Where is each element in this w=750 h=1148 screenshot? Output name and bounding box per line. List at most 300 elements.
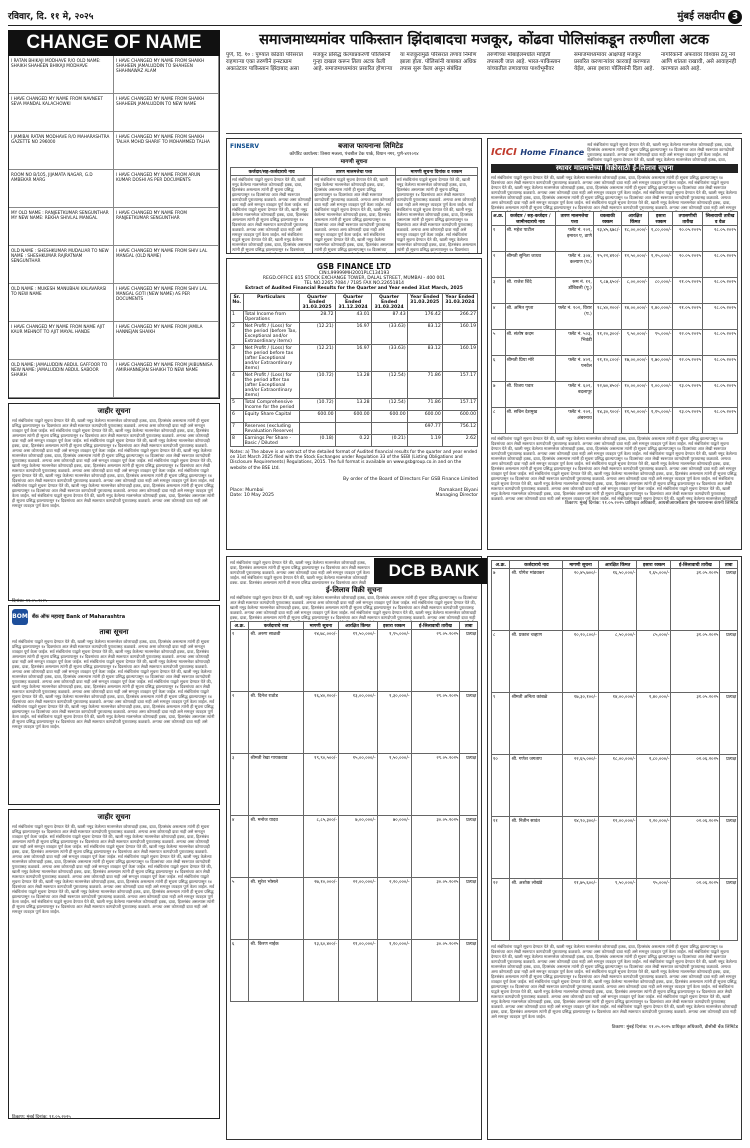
masthead	[8, 6, 742, 26]
dcb-right-cell: १४,००,०००/-	[598, 693, 637, 755]
dcb-left-cell: ३०.०५.२०२५	[411, 940, 460, 1002]
gsb-cell: 3	[231, 345, 244, 372]
icici-cell: १८,००,०००/-	[622, 226, 649, 252]
icici-cell: ८	[492, 408, 506, 434]
dcb-left-cell: श्रीमती रेखा गायकवाड	[249, 754, 303, 816]
public-notice-2-body: सर्व संबंधितांना याद्वारे सूचना देण्यात येते की, खाली नमूद केलेल्या मालमत्तेवर कोणाचाही हक्क, दावा, हितसंबंध असल्यास त्यांनी ही सूचना प्रसिद्ध झाल्यापासून १४ दिवसांच्या आत लेखी स्वरूपात कागदोपत्री पुराव्यासह कळवावे. अन्यथा असा कोणताही दावा नाही असे समजून व्यवहार पूर्ण केला जाईल. सर्व संबंधितांना याद्वारे सूचना देण्यात येते की, खाली नमूद केलेल्या मालमत्तेवर कोणाचाही हक्क, दावा, हितसंबंध असल्यास त्यांनी ही सूचना प्रसिद्ध झाल्यापासून १४ दिवसांच्या आत लेखी स्वरूपात कागदोपत्री पुराव्यासह कळवावे. अन्यथा असा कोणताही दावा नाही असे समजून व्यवहार पूर्ण केला जाईल. सर्व संबंधितांना याद्वारे सूचना देण्यात येते की, खाली नमूद केलेल्या मालमत्तेवर कोणाचाही हक्क, दावा, हितसंबंध असल्यास त्यांनी ही सूचना प्रसिद्ध झाल्यापासून १४ दिवसांच्या आत लेखी स्वरूपात कागदोपत्री पुराव्यासह कळवावे. अन्यथा असा कोणताही दावा नाही असे समजून व्यवहार पूर्ण केला जाईल. सर्व संबंधितांना याद्वारे सूचना देण्यात येते की, खाली नमूद केलेल्या मालमत्तेवर कोणाचाही हक्क, दावा, हितसंबंध असल्यास त्यांनी ही सूचना प्रसिद्ध झाल्यापासून १४ दिवसांच्या आत लेखी स्वरूपात कागदोपत्री पुराव्यासह कळवावे. अन्यथा असा कोणताही दावा नाही असे समजून व्यवहार पूर्ण केला जाईल. सर्व संबंधितांना याद्वारे सूचना देण्यात येते की, खाली नमूद केलेल्या मालमत्तेवर कोणाचाही हक्क, दावा, हितसंबंध असल्यास त्यांनी ही सूचना प्रसिद्ध झाल्यापासून १४ दिवसांच्या आत लेखी स्वरूपात कागदोपत्री पुराव्यासह कळवावे. अन्यथा असा कोणताही दावा नाही असे समजून व्यवहार पूर्ण केला जाईल. सर्व संबंधितांना याद्वारे सूचना देण्यात येते की, खाली नमूद केलेल्या मालमत्तेवर कोणाचाही हक्क, दावा, हितसंबंध असल्यास त्यांनी ही सूचना प्रसिद्ध झाल्यापासून १४ दिवसांच्या आत लेखी स्वरूपात कागदोपत्री पुराव्यासह कळवावे. अन्यथा असा कोणताही दावा नाही असे समजून व्यवहार पूर्ण केला जाईल. सर्व संबंधितांना याद्वारे सूचना देण्यात येते की, खाली नमूद केलेल्या मालमत्तेवर कोणाचाही हक्क, दावा, हितसंबंध असल्यास त्यांनी ही सूचना प्रसिद्ध झाल्यापासून १४ दिवसांच्या आत लेखी स्वरूपात कागदोपत्री पुराव्यासह कळवावे. अन्यथा असा कोणताही दावा नाही असे समजून व्यवहार पूर्ण केला जाईल. सर्व संबंधितांना याद्वारे सूचना देण्यात येते की, खाली नमूद केलेल्या मालमत्तेवर कोणाचाही हक्क, दावा, हितसंबंध असल्यास त्यांनी ही सूचना प्रसिद्ध झाल्यापासून १४ दिवसांच्या आत लेखी स्वरूपात कागदोपत्री पुराव्यासह कळवावे. अन्यथा असा कोणताही दावा नाही असे समजून व्यवहार पूर्ण केला जाईल.	[12, 824, 215, 914]
gsb-cell: 1.19	[407, 435, 442, 447]
icici-cell: श्री. संतोष कदम	[505, 330, 556, 356]
bajaj-col-0: कर्जदार/सह-कर्जदाराचे नाव	[231, 168, 313, 176]
icici-cell: ८०,०००/-	[649, 278, 673, 304]
gsb-cell: 157.17	[442, 399, 477, 411]
dcb-right-cell: प्रत्यक्ष	[720, 631, 738, 693]
dcb-left-cell: ३०.०५.२०२५	[411, 878, 460, 940]
icici-cell: २०.०५.२०२५	[673, 226, 703, 252]
gsb-cell: 176.42	[407, 311, 442, 323]
gsb-cell: 600.00	[299, 411, 335, 423]
dcb-left-cell: ६	[231, 940, 249, 1002]
gsb-cell: 756.12	[442, 423, 477, 435]
icici-intro: सर्व संबंधितांना याद्वारे सूचना देण्यात येते की, खाली नमूद केलेल्या मालमत्तेवर कोणाचाही हक्क, दावा, हितसंबंध असल्यास त्यांनी ही सूचना प्रसिद्ध झाल्यापासून १४ दिवसांच्या आत लेखी स्वरूपात कागदोपत्री पुराव्यासह कळवावे. अन्यथा असा कोणताही दावा नाही असे समजून व्यवहार पूर्ण केला जाईल. सर्व संबंधितांना याद्वारे सूचना देण्यात येते की, खाली नमूद केलेल्या मालमत्तेवर कोणाचाही हक्क, दावा, हितसंबंध असल्यास त्यांनी ही सूचना प्रसिद्ध झाल्यापासून १४ दिवसांच्या आत लेखी स्वरूपात कागदोपत्री पुराव्यासह कळवावे. अन्यथा असा कोणताही दावा नाही असे समजून व्यवहार पूर्ण केला जाईल. सर्व संबंधितांना याद्वारे सूचना देण्यात येते की, खाली नमूद केलेल्या मालमत्तेवर कोणाचाही हक्क, दावा, हितसंबंध असल्यास त्यांनी ही सूचना प्रसिद्ध झाल्यापासून १४ दिवसांच्या आत लेखी स्वरूपात कागदोपत्री पुराव्यासह कळवावे. अन्यथा असा कोणताही दावा नाही असे समजून व्यवहार पूर्ण केला जाईल. सर्व संबंधितांना याद्वारे सूचना देण्यात येते की, खाली नमूद केलेल्या मालमत्तेवर कोणाचाही हक्क, दावा, हितसंबंध असल्यास त्यांनी ही सूचना प्रसिद्ध झाल्यापासून १४ दिवसांच्या आत लेखी स्वरूपात कागदोपत्री पुराव्यासह कळवावे. अन्यथा असा कोणताही दावा नाही असे समजून	[491, 175, 737, 210]
bom-logo-icon: BOM	[12, 609, 28, 625]
icici-cell: २८.०५.२०२५	[702, 252, 737, 278]
bajaj-subtitle: कॉर्पोरेट कार्यालय: तिसरा मजला, पंचशील टेक पार्क, वियान नगर, पुणे-४११०१४	[289, 152, 419, 157]
gsb-cell: 697.77	[407, 423, 442, 435]
dcb-left-cell: १,९५,०००/-	[377, 630, 411, 692]
public-notice-2-signature: ठिकाण: मुंबई दिनांक: ११.०५.२०२५	[12, 1115, 71, 1120]
dcb-right-cell: ९	[492, 693, 510, 755]
dcb-right-cell: १,४०,०००/-	[637, 693, 671, 755]
dcb-left-cell: १,५०,०००/-	[377, 754, 411, 816]
dcb-right-header: कर्जदाराचे नाव	[510, 561, 563, 569]
gsb-cell: (12.21)	[299, 323, 335, 345]
icici-cell: २३,४५,६७८/-	[593, 226, 621, 252]
dcb-left-row	[231, 692, 478, 754]
gsb-cell: 87.43	[371, 311, 407, 323]
dcb-right-header: ताबा	[720, 561, 738, 569]
icici-cell: ८,००,०००/-	[622, 278, 649, 304]
icici-cell: २८.०५.२०२५	[702, 278, 737, 304]
change-of-name-entry: I HAVE CHANGED MY NAME FROM SHAIKH SHAHEEN JAMALUDDIN TO SHAHEEN SHAHNAWAZ ALAM	[114, 56, 219, 94]
dcb-left-cell: श्री. किरण नाईक	[249, 940, 303, 1002]
gsb-sign-for: By order of the Board of Directors For GSB Finance Limited	[343, 476, 478, 482]
dcb-right-row	[492, 631, 738, 693]
dcb-left-cell: २९.०५.२०२५	[411, 754, 460, 816]
dcb-right-cell: ०२.०६.२०२५	[671, 755, 720, 817]
icici-terms: सर्व संबंधितांना याद्वारे सूचना देण्यात येते की, खाली नमूद केलेल्या मालमत्तेवर कोणाचाही हक्क, दावा, हितसंबंध असल्यास त्यांनी ही सूचना प्रसिद्ध झाल्यापासून १४ दिवसांच्या आत लेखी स्वरूपात कागदोपत्री पुराव्यासह कळवावे. अन्यथा असा कोणताही दावा नाही असे समजून व्यवहार पूर्ण केला जाईल. सर्व संबंधितांना याद्वारे सूचना देण्यात येते की, खाली नमूद केलेल्या मालमत्तेवर कोणाचाही हक्क, दावा, हितसंबंध असल्यास त्यांनी ही सूचना प्रसिद्ध झाल्यापासून १४ दिवसांच्या आत लेखी स्वरूपात कागदोपत्री पुराव्यासह कळवावे. अन्यथा असा कोणताही दावा नाही असे समजून व्यवहार पूर्ण केला जाईल. सर्व संबंधितांना याद्वारे सूचना देण्यात येते की, खाली नमूद केलेल्या मालमत्तेवर कोणाचाही हक्क, दावा, हितसंबंध असल्यास त्यांनी ही सूचना प्रसिद्ध झाल्यापासून १४ दिवसांच्या आत लेखी स्वरूपात कागदोपत्री पुराव्यासह कळवावे. अन्यथा असा कोणताही दावा नाही असे समजून व्यवहार पूर्ण केला जाईल. सर्व संबंधितांना याद्वारे सूचना देण्यात येते की, खाली नमूद केलेल्या मालमत्तेवर कोणाचाही हक्क, दावा, हितसंबंध असल्यास त्यांनी ही सूचना प्रसिद्ध झाल्यापासून १४ दिवसांच्या आत लेखी स्वरूपात कागदोपत्री पुराव्यासह कळवावे. अन्यथा असा कोणताही दावा नाही असे समजून व्यवहार पूर्ण केला जाईल. सर्व संबंधितांना याद्वारे सूचना देण्यात येते की, खाली नमूद केलेल्या मालमत्तेवर कोणाचाही हक्क, दावा, हितसंबंध असल्यास त्यांनी ही सूचना प्रसिद्ध झाल्यापासून १४ दिवसांच्या आत लेखी स्वरूपात कागदोपत्री पुराव्यासह कळवावे. अन्यथा असा कोणताही दावा नाही असे समजून व्यवहार पूर्ण केला जाईल. सर्व संबंधितांना याद्वारे सूचना देण्यात येते की, खाली नमूद केलेल्या मालमत्तेवर कोणाचाही हक्क, दावा, हितसंबंध असल्यास त्यांनी ही सूचना प्रसिद्ध झाल्यापासून १४ दिवसांच्या आत लेखी स्वरूपात कागदोपत्री पुराव्यासह कळवावे. अन्यथा असा कोणताही दावा नाही असे समजून व्यवहार पूर्ण केला जाईल. सर्व संबंधितांना याद्वारे सूचना देण्यात येते की, खाली नमूद केलेल्या मालमत्तेवर कोणाचाही हक्क, दावा, हितसंबंध असल्यास त्यांनी ही सूचना प्रसिद्ध झाल्यापासून १४ दिवसांच्या आत लेखी स्वरूपात कागदोपत्री पुराव्यासह कळवावे. अन्यथा असा कोणताही दावा नाही असे समजून व्यवहार पूर्ण केला जाईल. सर्व संबंधितांना याद्वारे सूचना देण्यात येते की, खाली नमूद केलेल्या मालमत्तेवर कोणाचाही	[491, 436, 738, 500]
dcb-left-header: मागणी सूचना	[303, 622, 338, 630]
icici-cell: १२,७०,४५०/-	[593, 382, 621, 408]
gsb-cell: Earnings Per Share - Basic / Diluted	[243, 435, 299, 447]
icici-cell: श्रीमती सुनिता जाधव	[505, 252, 556, 278]
headline-story: पुणे, दि. १० : पुण्यात कोंढवा परिसरात राहणाऱ्या एका तरुणीने इन्स्टाग्राम अकाउंटवर पाकिस्तान झिंदाबाद असा मजकूर प्रसिद्ध केल्याप्रकरणी पोलिसांनी गुन्हा दाखल करून तिला अटक केली आहे. समाजमाध्यमांवर प्रसारित होणाऱ्या या मजकुरामुळे परिसरात तणाव निर्माण झाला होता. पोलिसांनी याबाबत अधिक तपास सुरू केला असून संबंधित तरुणीच्या मोबाईलमधील माहिती तपासली जात आहे. भारत-पाकिस्तान यांच्यातील तणावाच्या पार्श्वभूमीवर समाजमाध्यमांवर आक्षेपार्ह मजकूर प्रसारित करणाऱ्यांवर कारवाई करण्यात येईल, असा इशारा पोलिसांनी दिला आहे. नागरिकांनी अफवांवर विश्वास ठेवू नये आणि शांतता राखावी, असे आवाहनही करण्यात आले आहे.	[226, 52, 742, 134]
dcb-left-cell: प्रत्यक्ष	[460, 754, 478, 816]
icici-row	[492, 252, 738, 278]
gsb-cell: (10.72)	[299, 372, 335, 399]
dcb-left-cell: २,२०,०००/-	[377, 878, 411, 940]
icici-cell: १	[492, 226, 506, 252]
icici-row	[492, 408, 738, 434]
dcb-right-cell: श्रीमती अनिता कांबळे	[510, 693, 563, 755]
gsb-cell: 266.27	[442, 311, 477, 323]
dcb-right-cell: ३१.०५.२०२५	[671, 631, 720, 693]
change-of-name-title: CHANGE OF NAME	[8, 30, 220, 56]
bajaj-notice-type: मागणी सूचना	[340, 159, 368, 165]
icici-header: तारण मालमत्तेचा पत्ता	[556, 212, 594, 226]
gsb-cell: (33.63)	[371, 323, 407, 345]
bajaj-cell: सर्व संबंधितांना याद्वारे सूचना देण्यात येते की, खाली नमूद केलेल्या मालमत्तेवर कोणाचाही हक्क, दावा, हितसंबंध असल्यास त्यांनी ही सूचना प्रसिद्ध झाल्यापासून १४ दिवसांच्या आत लेखी स्वरूपात कागदोपत्री पुराव्यासह कळवावे. अन्यथा असा कोणताही दावा नाही असे समजून व्यवहार पूर्ण केला जाईल. सर्व संबंधितांना याद्वारे सूचना देण्यात येते की, खाली नमूद केलेल्या मालमत्तेवर कोणाचाही हक्क, दावा, हितसंबंध असल्यास त्यांनी ही सूचना प्रसिद्ध झाल्यापासून १४ दिवसांच्या आत लेखी स्वरूपात कागदोपत्री पुराव्यासह कळवावे. अन्यथा असा कोणताही दावा नाही असे समजून व्यवहार पूर्ण केला जाईल. सर्व संबंधितांना याद्वारे सूचना देण्यात येते की, खाली नमूद केलेल्या मालमत्तेवर कोणाचाही हक्क, दावा, हितसंबंध असल्यास त्यांनी ही सूचना प्रसिद्ध झाल्यापासून १४ दिवसांच्या आत लेखी स्वरूपात कागदोपत्री पुराव्यासह कळवावे.	[313, 176, 395, 255]
dcb-right-cell: १४,९०,३००/-	[563, 817, 598, 879]
dcb-left-cell: ५	[231, 878, 249, 940]
dcb-right-cell: श्री. प्रकाश चव्हाण	[510, 631, 563, 693]
dcb-left-cell: श्री. सुरेश भोसले	[249, 878, 303, 940]
gsb-cell	[335, 423, 371, 435]
icici-header: तपासणीची तारीख	[673, 212, 703, 226]
gsb-cell: (12.54)	[371, 399, 407, 411]
icici-cell: फ्लॅट नं. ५०३, भिवंडी	[556, 330, 594, 356]
dcb-left-cell: २९.०५.२०२५	[411, 630, 460, 692]
gsb-table	[230, 293, 478, 447]
dcb-right-row	[492, 879, 738, 941]
gsb-row	[231, 372, 478, 399]
icici-cell: १८,४०,२००/-	[593, 304, 621, 330]
dcb-right-cell: १८,००,०००/-	[598, 755, 637, 817]
icici-header: अ.क्र.	[492, 212, 506, 226]
gsb-header: Quarter Ended 31.03.2025	[299, 294, 335, 311]
icici-header: आरक्षित किंमत	[622, 212, 649, 226]
dcb-left-row	[231, 940, 478, 1002]
icici-cell: रूम नं. १२, डोंबिवली (पू.)	[556, 278, 594, 304]
dcb-left-cell: ४	[231, 816, 249, 878]
bajaj-cell: सर्व संबंधितांना याद्वारे सूचना देण्यात येते की, खाली नमूद केलेल्या मालमत्तेवर कोणाचाही हक्क, दावा, हितसंबंध असल्यास त्यांनी ही सूचना प्रसिद्ध झाल्यापासून १४ दिवसांच्या आत लेखी स्वरूपात कागदोपत्री पुराव्यासह कळवावे. अन्यथा असा कोणताही दावा नाही असे समजून व्यवहार पूर्ण केला जाईल. सर्व संबंधितांना याद्वारे सूचना देण्यात येते की, खाली नमूद केलेल्या मालमत्तेवर कोणाचाही हक्क, दावा, हितसंबंध असल्यास त्यांनी ही सूचना प्रसिद्ध झाल्यापासून १४ दिवसांच्या आत लेखी स्वरूपात कागदोपत्री पुराव्यासह कळवावे. अन्यथा असा कोणताही दावा नाही असे समजून व्यवहार पूर्ण केला जाईल. सर्व संबंधितांना याद्वारे सूचना देण्यात येते की, खाली नमूद केलेल्या मालमत्तेवर कोणाचाही हक्क, दावा, हितसंबंध असल्यास त्यांनी ही सूचना प्रसिद्ध झाल्यापासून १४ दिवसांच्या आत लेखी स्वरूपात कागदोपत्री पुराव्यासह कळवावे.	[231, 176, 313, 255]
gsb-cell: Net Profit / (Loss) for the period after tax (after Exceptional and/or Extraordinary items)	[243, 372, 299, 399]
icici-cell: ३	[492, 278, 506, 304]
dcb-bank-notice-right	[487, 556, 742, 1140]
icici-cell: १,८०,०००/-	[649, 226, 673, 252]
change-of-name-entry: I HAVE CHANGED MY NAME FROM SHIV LAL MANGAL (OLD NAME)	[114, 246, 219, 284]
gsb-tel: TEL NO.2265 7084 / 7185 FAX NO.22651814	[303, 281, 405, 286]
left-column	[8, 30, 220, 1119]
dcb-right-header: ई-लिलावाची तारीख	[671, 561, 720, 569]
gsb-cell: 71.86	[407, 399, 442, 411]
dcb-table-right	[491, 560, 738, 941]
change-of-name-entry: ROOM NO B/105, JIJAMATA NAGAR, G.D AMBEKAR MARG	[9, 170, 114, 208]
change-of-name-entry: I HAVE CHANGED MY NAME FROM JAIBUNNISA AMIRHANNEJAN SHAIKH TO NEW NAME	[114, 360, 219, 398]
public-notice-1	[8, 403, 220, 604]
gsb-cell: 83.12	[407, 323, 442, 345]
dcb-right-cell: ११	[492, 817, 510, 879]
gsb-cell: Net Profit / (Loss) for the period (before Tax, Exceptional and/or Extraordinary items)	[243, 323, 299, 345]
dcb-left-cell: १६,४०,२००/-	[303, 692, 338, 754]
dcb-right-cell: १०,२०,८००/-	[563, 631, 598, 693]
icici-cell: फ्लॅट नं. १०२, विरार (प.)	[556, 304, 594, 330]
icici-cell: श्रीमती प्रिया मोरे	[505, 356, 556, 382]
dcb-right-cell: १७,३०,१००/-	[563, 693, 598, 755]
icici-cell: ६	[492, 356, 506, 382]
dcb-left-cell: ७,००,०००/-	[339, 816, 378, 878]
gsb-cell: 600.00	[371, 411, 407, 423]
icici-cell: १,१५,०००/-	[649, 408, 673, 434]
change-of-name-grid	[8, 56, 220, 399]
change-of-name-entry: I RATAN BHIKAJI MODHAVE R/O OLD NAME: SHAIKH SHAHEEN BHIKAJI MODHAVE	[9, 56, 114, 94]
icici-cell: ९५,०००/-	[649, 330, 673, 356]
dcb-right-cell: ८५,०००/-	[637, 631, 671, 693]
dcb-left-header: इसारा रक्कम	[377, 622, 411, 630]
bom-notice-title: ताबा सूचना	[99, 628, 129, 636]
gsb-cell: 2	[231, 323, 244, 345]
dcb-left-header: अ.क्र.	[231, 622, 249, 630]
bajaj-table	[230, 167, 478, 254]
gsb-row	[231, 423, 478, 435]
dcb-left-cell: १३,६०,४००/-	[303, 940, 338, 1002]
gsb-cell: 16.97	[335, 345, 371, 372]
dcb-left-header: ई-लिलावाची तारीख	[411, 622, 460, 630]
change-of-name-entry: OLD NAME: JAMALUDDIN ABDUL GAFFOOR TO NEW NAME: JAMALUDDIN ABDUL SABOOR SHAIKH	[9, 360, 114, 398]
icici-row	[492, 330, 738, 356]
dcb-left-cell: प्रत्यक्ष	[460, 940, 478, 1002]
dcb-left-cell: श्री. अरुण साळवी	[249, 630, 303, 692]
change-of-name-entry: I HAVE CHANGED MY NAME FROM SHIV LAL MANGAL GOTI (NEW NAME) AS PER DOCUMENTS	[114, 284, 219, 322]
icici-cell: १,७०,०००/-	[649, 356, 673, 382]
icici-row	[492, 356, 738, 382]
dcb-left-cell: ३०.०५.२०२५	[411, 816, 460, 878]
public-notice-1-title: जाहीर सूचना	[97, 407, 131, 415]
dcb-right-cell: प्रत्यक्ष	[720, 817, 738, 879]
dcb-left-cell: प्रत्यक्ष	[460, 630, 478, 692]
icici-cell: १२,५०,०००/-	[622, 252, 649, 278]
public-notice-2-title: जाहीर सूचना	[97, 813, 131, 821]
gsb-cell: 1	[231, 311, 244, 323]
gsb-cell: 160.19	[442, 345, 477, 372]
dcb-bank-notice-left	[226, 556, 482, 1140]
icici-cell: २८.०५.२०२५	[702, 408, 737, 434]
dcb-right-row	[492, 817, 738, 879]
icici-cell: २१.०५.२०२५	[673, 304, 703, 330]
icici-home-finance-notice	[487, 138, 742, 550]
icici-cell: फ्लॅट नं. २०१, इमारत ए, ठाणे	[556, 226, 594, 252]
gsb-name: GSB FINANCE LTD	[316, 262, 392, 271]
bajaj-finance-notice	[226, 138, 482, 254]
icici-cell: २१.०५.२०२५	[673, 278, 703, 304]
dcb-footer: ठिकाण: मुंबई दिनांक: ११.०५.२०२५ प्राधिकृत अधिकारी, डीसीबी बँक लिमिटेड	[611, 1025, 738, 1030]
gsb-cell: Net Profit / (Loss) for the period before tax (after Exceptional and/or Extraordinary items)	[243, 345, 299, 372]
public-notice-2	[8, 809, 220, 1119]
dcb-left-row	[231, 816, 478, 878]
gsb-cell: (0.18)	[299, 435, 335, 447]
dcb-table-left	[230, 621, 478, 1002]
icici-cell: ९,५०,०००/-	[622, 330, 649, 356]
gsb-cell: Reserves (excluding Revaluation Reserve)	[243, 423, 299, 435]
gsb-cell: (10.72)	[299, 399, 335, 411]
dcb-left-cell: १५,००,०००/-	[339, 754, 378, 816]
dcb-right-cell: प्रत्यक्ष	[720, 693, 738, 755]
gsb-header: Year Ended 31.03.2024	[442, 294, 477, 311]
gsb-cell: 2.62	[442, 435, 477, 447]
icici-title: स्थावर मालमत्तेच्या विक्रीसाठी ई-लिलाव सूचना	[491, 164, 738, 173]
dcb-right-header: आरक्षित किंमत	[598, 561, 637, 569]
change-of-name-entry: MY OLD NAME : RANJEETKUMAR SENGUNTHAR MY NEW NAME: REKHA SHIVLAL MANGAL	[9, 208, 114, 246]
gsb-cell: 8	[231, 435, 244, 447]
gsb-cell: Equity Share Capital	[243, 411, 299, 423]
gsb-header: Year Ended 31.03.2025	[407, 294, 442, 311]
icici-cell: १,२५,०००/-	[649, 252, 673, 278]
icici-cell: श्री. अमित गुप्ता	[505, 304, 556, 330]
icici-cell: २	[492, 252, 506, 278]
gsb-cell: 7	[231, 423, 244, 435]
dcb-right-cell: २२,६५,०००/-	[563, 755, 598, 817]
icici-cell: २३.०५.२०२५	[673, 382, 703, 408]
gsb-cell: 600.00	[335, 411, 371, 423]
gsb-sign-title: Managing Director	[435, 492, 478, 498]
icici-cell: श्री. सचिन देशमुख	[505, 408, 556, 434]
change-of-name-entry: I JAMIBAI RATAN MODHAVE R/O MAHARASHTRA GAZETTE NO 296000	[9, 132, 114, 170]
icici-cell: १४,००,०००/-	[622, 304, 649, 330]
icici-cell: १०,००,०००/-	[622, 382, 649, 408]
dcb-left-cell: २९.०५.२०२५	[411, 692, 460, 754]
gsb-row	[231, 311, 478, 323]
icici-cell: २८.०५.२०२५	[702, 304, 737, 330]
bank-of-maharashtra-notice	[8, 605, 220, 805]
icici-footer: ठिकाण: मुंबई दिनांक: ११.०५.२०२५ प्राधिकृत अधिकारी, आयसीआयसीआय होम फायनान्स कंपनी लिमिटेड	[565, 501, 738, 506]
icici-cell: श्री. राजेश शिंदे	[505, 278, 556, 304]
dcb-right-cell: श्री. योगेश मांडवकर	[510, 569, 563, 631]
dcb-terms: सर्व संबंधितांना याद्वारे सूचना देण्यात येते की, खाली नमूद केलेल्या मालमत्तेवर कोणाचाही हक्क, दावा, हितसंबंध असल्यास त्यांनी ही सूचना प्रसिद्ध झाल्यापासून १४ दिवसांच्या आत लेखी स्वरूपात कागदोपत्री पुराव्यासह कळवावे. अन्यथा असा कोणताही दावा नाही असे समजून व्यवहार पूर्ण केला जाईल. सर्व संबंधितांना याद्वारे सूचना देण्यात येते की, खाली नमूद केलेल्या मालमत्तेवर कोणाचाही हक्क, दावा, हितसंबंध असल्यास त्यांनी ही सूचना प्रसिद्ध झाल्यापासून १४ दिवसांच्या आत लेखी स्वरूपात कागदोपत्री पुराव्यासह कळवावे. अन्यथा असा कोणताही दावा नाही असे समजून व्यवहार पूर्ण केला जाईल. सर्व संबंधितांना याद्वारे सूचना देण्यात येते की, खाली नमूद केलेल्या मालमत्तेवर कोणाचाही हक्क, दावा, हितसंबंध असल्यास त्यांनी ही सूचना प्रसिद्ध झाल्यापासून १४ दिवसांच्या आत लेखी स्वरूपात कागदोपत्री पुराव्यासह कळवावे. अन्यथा असा कोणताही दावा नाही असे समजून व्यवहार पूर्ण केला जाईल. सर्व संबंधितांना याद्वारे सूचना देण्यात येते की, खाली नमूद केलेल्या मालमत्तेवर कोणाचाही हक्क, दावा, हितसंबंध असल्यास त्यांनी ही सूचना प्रसिद्ध झाल्यापासून १४ दिवसांच्या आत लेखी स्वरूपात कागदोपत्री पुराव्यासह कळवावे. अन्यथा असा कोणताही दावा नाही असे समजून व्यवहार पूर्ण केला जाईल. सर्व संबंधितांना याद्वारे सूचना देण्यात येते की, खाली नमूद केलेल्या मालमत्तेवर कोणाचाही हक्क, दावा, हितसंबंध असल्यास त्यांनी ही सूचना प्रसिद्ध झाल्यापासून १४ दिवसांच्या आत लेखी स्वरूपात कागदोपत्री पुराव्यासह कळवावे. अन्यथा असा कोणताही दावा नाही असे समजून व्यवहार पूर्ण केला जाईल. सर्व संबंधितांना याद्वारे सूचना देण्यात येते की, खाली नमूद केलेल्या मालमत्तेवर कोणाचाही हक्क, दावा, हितसंबंध असल्यास त्यांनी ही सूचना प्रसिद्ध झाल्यापासून १४ दिवसांच्या आत लेखी स्वरूपात कागदोपत्री पुराव्यासह कळवावे. अन्यथा असा कोणताही दावा नाही असे समजून व्यवहार पूर्ण केला जाईल. सर्व संबंधितांना याद्वारे सूचना देण्यात येते की, खाली नमूद केलेल्या मालमत्तेवर कोणाचाही हक्क, दावा, हितसंबंध असल्यास त्यांनी ही सूचना प्रसिद्ध झाल्यापासून १४ दिवसांच्या आत लेखी स्वरूपात कागदोपत्री पुराव्यासह कळवावे. अन्यथा असा कोणताही दावा नाही असे समजून व्यवहार पूर्ण केला जाईल. सर्व संबंधितांना याद्वारे सूचना देण्यात येते की, खाली नमूद केलेल्या मालमत्तेवर कोणाचाही हक्क, दावा, हितसंबंध असल्यास त्यांनी ही सूचना प्रसिद्ध झाल्यापासून १४ दिवसांच्या आत लेखी स्वरूपात कागदोपत्री पुराव्यासह कळवावे. अन्यथा असा कोणताही दावा नाही असे समजून व्यवहार पूर्ण केला जाईल.	[491, 944, 738, 1019]
icici-cell: फ्लॅट नं. २०२, अंबरनाथ	[556, 408, 594, 434]
change-of-name-entry: OLD NAME : SHESHKUMAR MUDALIAR TO NEW NAME : SHESHKUMAR RAJRATNAM SENGUNTHAR	[9, 246, 114, 284]
bom-notice-body: सर्व संबंधितांना याद्वारे सूचना देण्यात येते की, खाली नमूद केलेल्या मालमत्तेवर कोणाचाही हक्क, दावा, हितसंबंध असल्यास त्यांनी ही सूचना प्रसिद्ध झाल्यापासून १४ दिवसांच्या आत लेखी स्वरूपात कागदोपत्री पुराव्यासह कळवावे. अन्यथा असा कोणताही दावा नाही असे समजून व्यवहार पूर्ण केला जाईल. सर्व संबंधितांना याद्वारे सूचना देण्यात येते की, खाली नमूद केलेल्या मालमत्तेवर कोणाचाही हक्क, दावा, हितसंबंध असल्यास त्यांनी ही सूचना प्रसिद्ध झाल्यापासून १४ दिवसांच्या आत लेखी स्वरूपात कागदोपत्री पुराव्यासह कळवावे. अन्यथा असा कोणताही दावा नाही असे समजून व्यवहार पूर्ण केला जाईल. सर्व संबंधितांना याद्वारे सूचना देण्यात येते की, खाली नमूद केलेल्या मालमत्तेवर कोणाचाही हक्क, दावा, हितसंबंध असल्यास त्यांनी ही सूचना प्रसिद्ध झाल्यापासून १४ दिवसांच्या आत लेखी स्वरूपात कागदोपत्री पुराव्यासह कळवावे. अन्यथा असा कोणताही दावा नाही असे समजून व्यवहार पूर्ण केला जाईल. सर्व संबंधितांना याद्वारे सूचना देण्यात येते की, खाली नमूद केलेल्या मालमत्तेवर कोणाचाही हक्क, दावा, हितसंबंध असल्यास त्यांनी ही सूचना प्रसिद्ध झाल्यापासून १४ दिवसांच्या आत लेखी स्वरूपात कागदोपत्री पुराव्यासह कळवावे. अन्यथा असा कोणताही दावा नाही असे समजून व्यवहार पूर्ण केला जाईल. सर्व संबंधितांना याद्वारे सूचना देण्यात येते की, खाली नमूद केलेल्या मालमत्तेवर कोणाचाही हक्क, दावा, हितसंबंध असल्यास त्यांनी ही सूचना प्रसिद्ध झाल्यापासून १४ दिवसांच्या आत लेखी स्वरूपात कागदोपत्री पुराव्यासह कळवावे. अन्यथा असा कोणताही दावा नाही असे समजून व्यवहार पूर्ण केला जाईल. सर्व संबंधितांना याद्वारे सूचना देण्यात येते की, खाली नमूद केलेल्या मालमत्तेवर कोणाचाही हक्क, दावा, हितसंबंध असल्यास त्यांनी ही सूचना प्रसिद्ध झाल्यापासून १४ दिवसांच्या आत लेखी स्वरूपात कागदोपत्री पुराव्यासह कळवावे. अन्यथा असा कोणताही दावा नाही असे समजून व्यवहार पूर्ण केला जाईल. सर्व संबंधितांना याद्वारे सूचना देण्यात येते की, खाली नमूद केलेल्या मालमत्तेवर कोणाचाही हक्क, दावा, हितसंबंध असल्यास त्यांनी ही सूचना प्रसिद्ध झाल्यापासून १४ दिवसांच्या आत लेखी स्वरूपात कागदोपत्री पुराव्यासह कळवावे. अन्यथा असा कोणताही दावा नाही असे समजून व्यवहार पूर्ण केला जाईल. सर्व संबंधितांना याद्वारे सूचना देण्यात येते की, खाली नमूद केलेल्या मालमत्तेवर कोणाचाही हक्क, दावा, हितसंबंध असल्यास त्यांनी ही सूचना प्रसिद्ध झाल्यापासून १४ दिवसांच्या आत लेखी स्वरूपात कागदोपत्री पुराव्यासह कळवावे. अन्यथा असा कोणताही दावा नाही असे समजून व्यवहार पूर्ण केला जाईल.	[12, 639, 215, 729]
dcb-left-cell: २२,००,०००/-	[339, 878, 378, 940]
icici-cell: श्री. विजय पवार	[505, 382, 556, 408]
icici-row	[492, 226, 738, 252]
gsb-notes: Notes: a) The above is an extract of the detailed format of Audited financial results for the quarter and year ended on 31st March 2025 filed with the Stock Exchanges under Regulation 33 of the SEBI (Listing Obligations and Disclosure Requirements) Regulations, 2015. The full format is available on www.gsbgroup.co.in and on the website of the BSE Ltd.	[230, 450, 478, 471]
public-notice-1-footer: दिनांक: ११.०५.२०२५	[12, 599, 48, 604]
dcb-left-row	[231, 630, 478, 692]
icici-header: थकबाकी रक्कम	[593, 212, 621, 226]
gsb-sign-name: Ramakant Biyani	[439, 487, 478, 493]
gsb-cell: 13.28	[335, 399, 371, 411]
gsb-cell: (12.21)	[299, 345, 335, 372]
dcb-right-cell: प्रत्यक्ष	[720, 879, 738, 941]
dcb-left-cell: १९,९०,५००/-	[303, 754, 338, 816]
gsb-cin: CIN:L99999MH2001PLC134193	[318, 271, 390, 276]
icici-cell: ७	[492, 382, 506, 408]
dcb-right-cell: १०	[492, 755, 510, 817]
dcb-right-cell: ३१.०५.२०२५	[671, 569, 720, 631]
gsb-finance-results	[226, 258, 482, 550]
icici-header: इसारा रक्कम	[649, 212, 673, 226]
gsb-cell: 28.72	[299, 311, 335, 323]
dcb-left-row	[231, 754, 478, 816]
bajaj-col-2: मागणी सूचना दिनांक व रक्कम	[395, 168, 477, 176]
gsb-cell: 43.01	[335, 311, 371, 323]
dcb-left-cell: प्रत्यक्ष	[460, 878, 478, 940]
gsb-cell: (0.21)	[371, 435, 407, 447]
icici-cell: ४	[492, 304, 506, 330]
icici-cell: २३.०५.२०२५	[673, 408, 703, 434]
dcb-left-cell: २७,१०,०००/-	[303, 878, 338, 940]
gsb-header: Particulars	[243, 294, 299, 311]
gsb-cell: Total Comprehensive Income for the period	[243, 399, 299, 411]
gsb-address: REGD.OFFICE 815 STOCK EXCHANGE TOWER, DALAL STREET, MUMBAI - 400 001	[262, 276, 446, 281]
change-of-name-entry: I HAVE CHANGED MY NAME FROM SHAIKH SHAHEEN JAMALUDDIN TO NEW NAME	[114, 94, 219, 132]
dcb-left-cell: १,३०,०००/-	[377, 692, 411, 754]
dcb-left-cell: २	[231, 692, 249, 754]
icici-cell: २८.०५.२०२५	[702, 226, 737, 252]
change-of-name-entry: I HAVE CHANGED MY NAME FROM NAVNEET SEVA MANDAL KALACHOWKI	[9, 94, 114, 132]
change-of-name-entry: I HAVE CHANGED MY NAME FROM RANJEETKUMAR SENGUNTHAR	[114, 208, 219, 246]
dcb-left-cell: १३,००,०००/-	[339, 692, 378, 754]
dcb-right-cell: ९,५०,०००/-	[598, 879, 637, 941]
dcb-right-cell: श्री. अशोक लोखंडे	[510, 879, 563, 941]
dcb-right-header: अ.क्र.	[492, 561, 510, 569]
gsb-cell: 4	[231, 372, 244, 399]
icici-logo-icon: ICICI Home Finance	[491, 146, 585, 158]
icici-cell: श्री. महेश पाटील	[505, 226, 556, 252]
dcb-right-header: मागणी सूचना	[563, 561, 598, 569]
newspaper-name: मुंबई लक्षदीप 3	[677, 8, 742, 24]
dcb-left-cell: ३	[231, 754, 249, 816]
gsb-cell: 600.00	[407, 411, 442, 423]
dcb-left-header: आरक्षित किंमत	[339, 622, 378, 630]
dcb-right-cell: ९५,०००/-	[637, 879, 671, 941]
gsb-extract-title: Extract of Audited Financial Results for the Quarter and Year ended 31st March, 2025	[245, 286, 463, 291]
icici-cell: २८.०५.२०२५	[702, 356, 737, 382]
issue-date: रविवार, दि. ११ मे, २०२५	[8, 12, 94, 22]
gsb-cell: Total Income from Operations	[243, 311, 299, 323]
icici-cell: फ्लॅट नं. ४०१, पनवेल	[556, 356, 594, 382]
gsb-cell: (33.63)	[371, 345, 407, 372]
gsb-header: Quarter Ended 31.03.2024	[371, 294, 407, 311]
dcb-right-cell: १,२०,०००/-	[637, 817, 671, 879]
icici-cell: २१,१०,८००/-	[593, 356, 621, 382]
page-number: 3	[728, 10, 742, 24]
dcb-left-cell: ७०,०००/-	[377, 816, 411, 878]
gsb-cell: 5	[231, 399, 244, 411]
icici-cell: २२.०५.२०२५	[673, 330, 703, 356]
dcb-left-header: ताबा	[460, 622, 478, 630]
icici-address: सर्व संबंधितांना याद्वारे सूचना देण्यात येते की, खाली नमूद केलेल्या मालमत्तेवर कोणाचाही हक्क, दावा, हितसंबंध असल्यास त्यांनी ही सूचना प्रसिद्ध झाल्यापासून १४ दिवसांच्या आत लेखी स्वरूपात कागदोपत्री पुराव्यासह कळवावे. अन्यथा असा कोणताही दावा नाही असे समजून व्यवहार पूर्ण केला जाईल. सर्व संबंधितांना याद्वारे सूचना देण्यात येते की, खाली नमूद केलेल्या मालमत्तेवर कोणाचाही हक्क, दावा,	[587, 142, 735, 162]
icici-cell: २८.०५.२०२५	[702, 330, 737, 356]
dcb-left-row	[231, 878, 478, 940]
icici-cell: १५,२२,४१०/-	[593, 252, 621, 278]
dcb-right-cell: १,६५,०००/-	[637, 569, 671, 631]
bom-name: बँक ऑफ महाराष्ट्र Bank of Maharashtra	[32, 614, 126, 620]
change-of-name-entry: I HAVE CHANGED MY NAME FROM SHAIKH TALHA MOHD SHARIF TO MOHAMMED TALHA	[114, 132, 219, 170]
change-of-name-entry: I HAVE CHANGED MY NAME FROM NAME AJIT KAUR MEHNOT TO AJIT MAYAL HANDE	[9, 322, 114, 360]
icici-cell: २०.०५.२०२५	[673, 252, 703, 278]
dcb-right-cell: २०,४५,७००/-	[563, 569, 598, 631]
dcb-bank-logo: DCB BANK	[374, 558, 494, 584]
dcb-left-cell: १,१०,०००/-	[377, 940, 411, 1002]
gsb-cell: 71.86	[407, 372, 442, 399]
dcb-right-cell: ८,५०,०००/-	[598, 631, 637, 693]
gsb-cell: 160.19	[442, 323, 477, 345]
gsb-cell: 13.28	[335, 372, 371, 399]
change-of-name-entry: I HAVE CHANGED MY NAME FROM ARUN KUMAR DOSHI AS PER DOCUMENTS	[114, 170, 219, 208]
dcb-left-cell: श्री. दिनेश राठोड	[249, 692, 303, 754]
headline: समाजमाध्यमांवर पाकिस्तान झिंदाबादचा मजकूर, कोंढवा पोलिसांकडून तरुणीला अटक	[259, 32, 709, 48]
dcb-address: सर्व संबंधितांना याद्वारे सूचना देण्यात येते की, खाली नमूद केलेल्या मालमत्तेवर कोणाचाही हक्क, दावा, हितसंबंध असल्यास त्यांनी ही सूचना प्रसिद्ध झाल्यापासून १४ दिवसांच्या आत लेखी स्वरूपात कागदोपत्री पुराव्यासह कळवावे. अन्यथा असा कोणताही दावा नाही असे समजून व्यवहार पूर्ण केला जाईल. सर्व संबंधितांना याद्वारे सूचना देण्यात येते की, खाली नमूद केलेल्या मालमत्तेवर कोणाचाही हक्क, दावा, हितसंबंध असल्यास त्यांनी ही सूचना प्रसिद्ध झाल्यापासून १४ दिवसांच्या आत लेखी	[230, 560, 370, 584]
dcb-right-row	[492, 693, 738, 755]
icici-cell: १,००,०००/-	[649, 382, 673, 408]
gsb-place: Place: Mumbai	[230, 487, 264, 493]
dcb-left-cell: ११,००,०००/-	[339, 940, 378, 1002]
icici-row	[492, 278, 738, 304]
dcb-right-cell: १२,००,०००/-	[598, 817, 637, 879]
dcb-left-cell: प्रत्यक्ष	[460, 816, 478, 878]
icici-cell: फ्लॅट नं. ३०४, कल्याण (प.)	[556, 252, 594, 278]
dcb-right-cell: प्रत्यक्ष	[720, 569, 738, 631]
change-of-name-entry: OLD NAME : MUKESH MANUBHAI KALAVARASI TO NEW NAME	[9, 284, 114, 322]
bajaj-title: बजाज फायनान्स लिमिटेड	[338, 142, 403, 150]
gsb-cell: 16.97	[335, 323, 371, 345]
dcb-left-cell: ८,८५,३००/-	[303, 816, 338, 878]
icici-header: कर्जदार / सह-कर्जदार / जामीनदाराचे नाव	[505, 212, 556, 226]
icici-cell: १,४०,०००/-	[649, 304, 673, 330]
change-of-name-entry: I HAVE CHANGED MY NAME FROM JAMILA HANNEJAN SHAIKH	[114, 322, 219, 360]
gsb-cell	[299, 423, 335, 435]
dcb-right-cell: ११,७५,६००/-	[563, 879, 598, 941]
dcb-right-cell: १२	[492, 879, 510, 941]
gsb-cell: 0.22	[335, 435, 371, 447]
icici-cell: २८.०५.२०२५	[702, 382, 737, 408]
dcb-right-cell: श्री. गणेश जगताप	[510, 755, 563, 817]
gsb-header: Quarter Ended 31.12.2024	[335, 294, 371, 311]
icici-cell: २२.०५.२०२५	[673, 356, 703, 382]
gsb-row	[231, 399, 478, 411]
icici-header: लिलावाची तारीख व वेळ	[702, 212, 737, 226]
gsb-cell: 83.12	[407, 345, 442, 372]
dcb-right-cell: ७	[492, 569, 510, 631]
